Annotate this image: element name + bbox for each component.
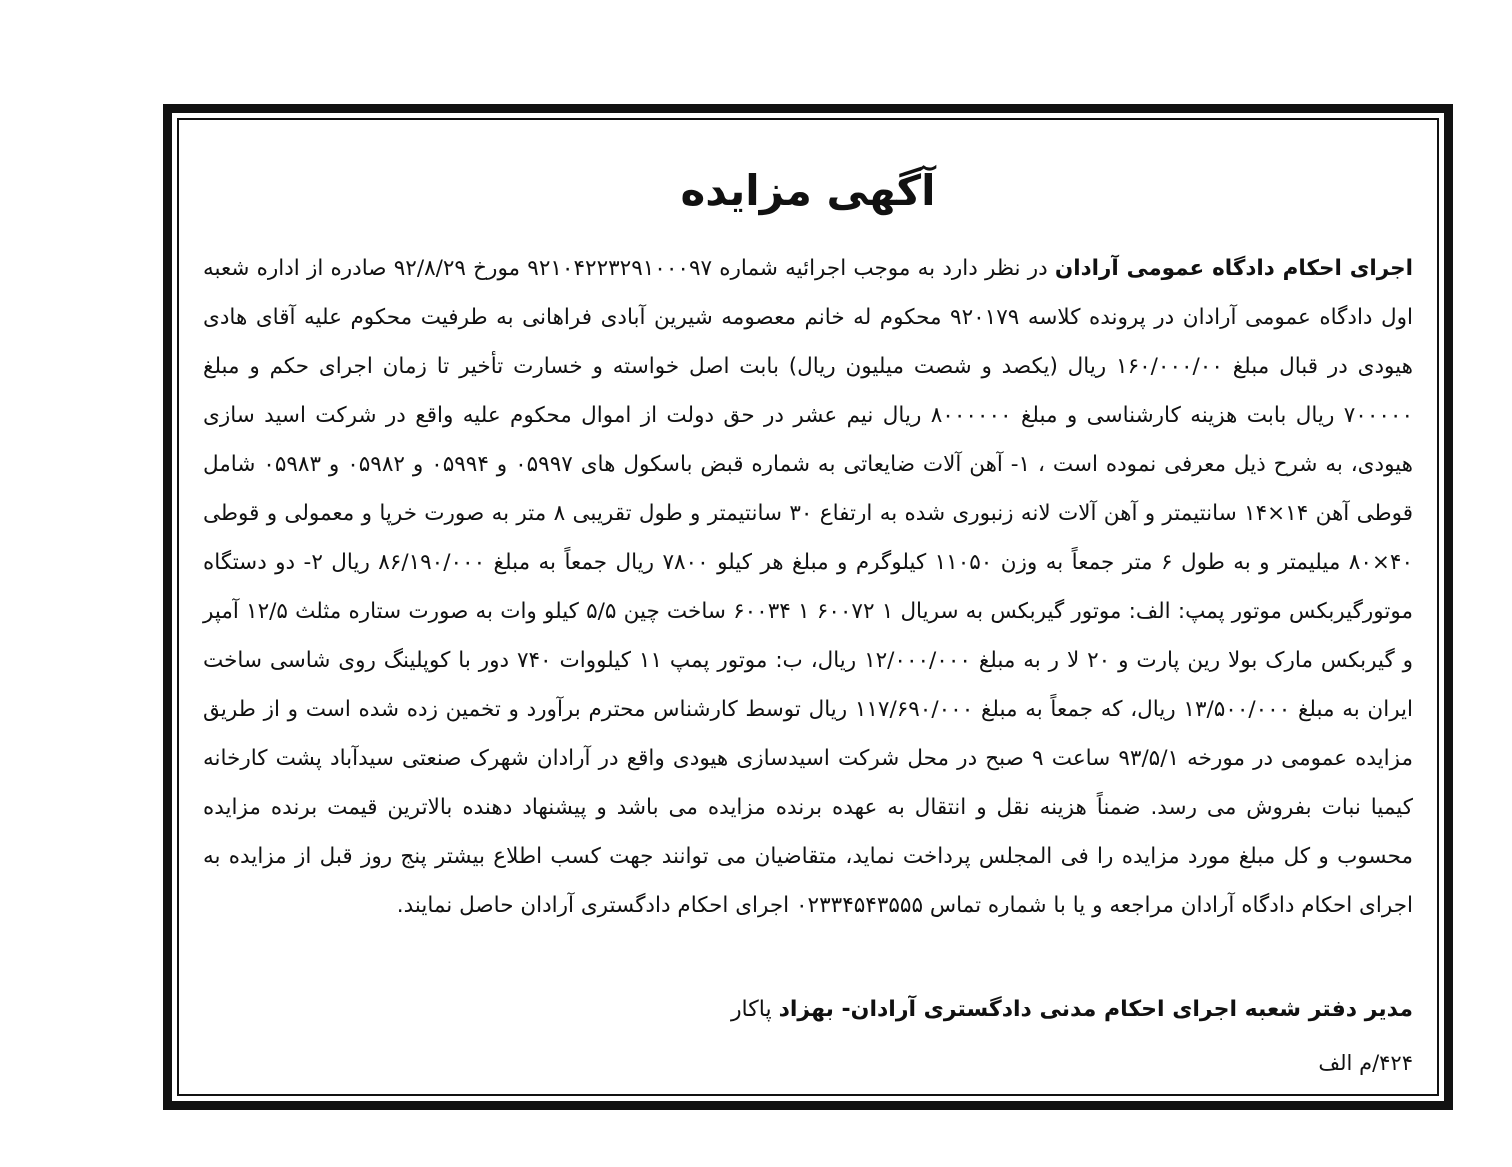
notice-issuer: اجرای احکام دادگاه عمومی آرادان <box>1054 256 1414 281</box>
notice-reference-code: ۴۲۴/م الف <box>1318 1051 1413 1075</box>
signature-name: پاکار <box>730 997 772 1022</box>
notice-signature <box>203 990 1413 1030</box>
notice-body-text: در نظر دارد به موجب اجرائیه شماره ۹۲۱۰۴۲۲۳۲۹۱۰۰۰۹۷ مورخ ۹۲/۸/۲۹ صادره از اداره شعبه اول دادگاه عمومی آرادان در پرونده کلاسه ۹۲۰۱۷۹ محکوم له خانم معصومه شیرین آبادی فراهانی به طرفیت محکوم علیه آقای هادی هیودی در قبال مبلغ ۱۶۰/۰۰۰/۰۰ ریال (یکصد و شصت میلیون ریال) بابت اصل خواسته و خسارت تأخیر تا زمان اجرای حکم و مبلغ ۷۰۰۰۰۰ ریال بابت هزینه کارشناسی و مبلغ ۸۰۰۰۰۰۰ ریال نیم عشر در حق دولت از اموال محکوم علیه واقع در شرکت اسید سازی هیودی، به شرح ذیل معرفی نموده است ، ۱- آهن آلات ضایعاتی به شماره قبض باسکول های ۰۵۹۹۷ و ۰۵۹۹۴ و ۰۵۹۸۲ و ۰۵۹۸۳ شامل قوطی آهن ۱۴×۱۴ سانتیمتر و آهن آلات لانه زنبوری شده به ارتفاع ۳۰ سانتیمتر و طول تقریبی ۸ متر به صورت خرپا و معمولی و قوطی ۴۰×۸۰ میلیمتر و به طول ۶ متر جمعاً به وزن ۱۱۰۵۰ کیلوگرم و مبلغ هر کیلو ۷۸۰۰ ریال جمعاً به مبلغ ۸۶/۱۹۰/۰۰۰ ریال ۲- دو دستگاه موتورگیربکس موتور پمپ: الف: موتور گیربکس به سریال ۱ ۶۰۰۷۲ ۱ ۶۰۰۳۴ ساخت چین ۵/۵ کیلو وات به صورت ستاره مثلث ۱۲/۵ آمپر و گیربکس مارک بولا رین پارت و ۲۰ لا ر به مبلغ ۱۲/۰۰۰/۰۰۰ ریال، ب: موتور پمپ ۱۱ کیلووات ۷۴۰ دور با کوپلینگ روی شاسی ساخت ایران به مبلغ ۱۳/۵۰۰/۰۰۰ ریال، که جمعاً به مبلغ ۱۱۷/۶۹۰/۰۰۰ ریال توسط کارشناس محترم برآورد و تخمین زده شده است و از طریق مزایده عمومی در مورخه ۹۳/۵/۱ ساعت ۹ صبح در محل شرکت اسیدسازی هیودی واقع در آرادان شهرک صنعتی سیدآباد پشت کارخانه کیمیا نبات بفروش می رسد. ضمناً هزینه نقل و انتقال به عهده برنده مزایده می باشد و پیشنهاد دهنده بالاترین قیمت برنده مزایده محسوب و کل مبلغ مورد مزایده را فی المجلس پرداخت نماید، متقاضیان می توانند جهت کسب اطلاع بیشتر پنج روز قبل از مزایده به اجرای احکام دادگاه آرادان مراجعه و یا با شماره تماس ۰۲۳۳۴۵۴۳۵۵۵ اجرای احکام دادگستری آرادان حاصل نمایند. <box>203 256 1414 918</box>
notice-body <box>203 244 1413 930</box>
signature-title: مدیر دفتر شعبه اجرای احکام مدنی دادگستری آرادان- بهزاد <box>778 997 1413 1022</box>
notice-title: آگهی مزایده <box>680 166 936 215</box>
notice-inner-border <box>177 118 1439 1096</box>
notice-outer-border <box>163 104 1453 1110</box>
